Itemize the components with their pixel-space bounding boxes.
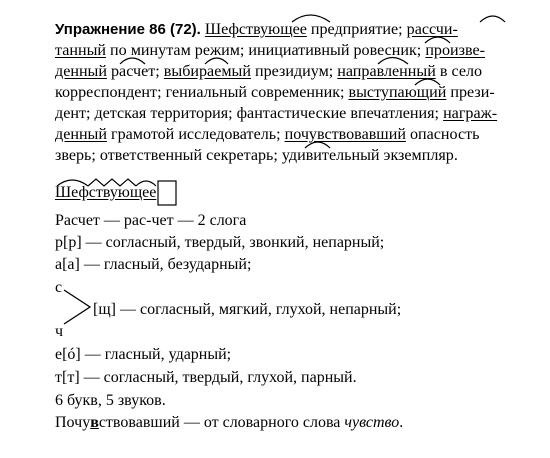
analysis-line-syllables: Расчет — рас-чет — 2 слога: [55, 212, 247, 229]
exercise-title: Упражнение 86 (72).: [55, 21, 201, 38]
analysis-line-a: а[а] — гласный, безударный;: [55, 256, 252, 273]
analysis-line-s: с: [55, 279, 63, 296]
analysis-line-shch: [щ] — согласный, мягкий, глухой, непарный;: [93, 301, 402, 318]
exercise-line-3: денный расчет; выбираемый президиум; направленный в село: [55, 63, 483, 80]
exercise-line-4: корреспондент; гениальный современник; выступающий прези-: [55, 84, 495, 101]
analysis-line-e: е[ó] — гласный, ударный;: [55, 346, 232, 363]
word-shefstvuyushchee: Шефствующее: [204, 21, 307, 38]
analysis-line-r: р[р] — согласный, твердый, звонкий, непарный;: [55, 234, 385, 251]
exercise-line-5: дент; детская территория; фантастические впечатления; награж-: [55, 105, 498, 122]
analysis-line-last: Почувствовавший — от словарного слова чувство.: [55, 414, 404, 431]
word-rasschi: рассчи-: [406, 21, 458, 38]
analysed-word: Шефствующее: [55, 184, 157, 201]
exercise-line-2: танный по минутам режим; инициативный ровесник; произве-: [55, 42, 485, 59]
analysis-line-count: 6 букв, 5 звуков.: [55, 392, 166, 409]
merge-brace: [60, 282, 100, 330]
analysis-line-ch: ч: [55, 323, 64, 340]
analysis-line-t: т[т] — согласный, твердый, глухой, парный.: [55, 369, 357, 386]
exercise-line-7: зверь; ответственный секретарь; удивительный экземпляр.: [55, 147, 458, 164]
exercise-line-1: Упражнение 86 (72). Шефствующее предприятие; рассчи-: [55, 21, 458, 38]
exercise-line-6: денный грамотой исследователь; почувствовавший опасность: [55, 126, 480, 143]
